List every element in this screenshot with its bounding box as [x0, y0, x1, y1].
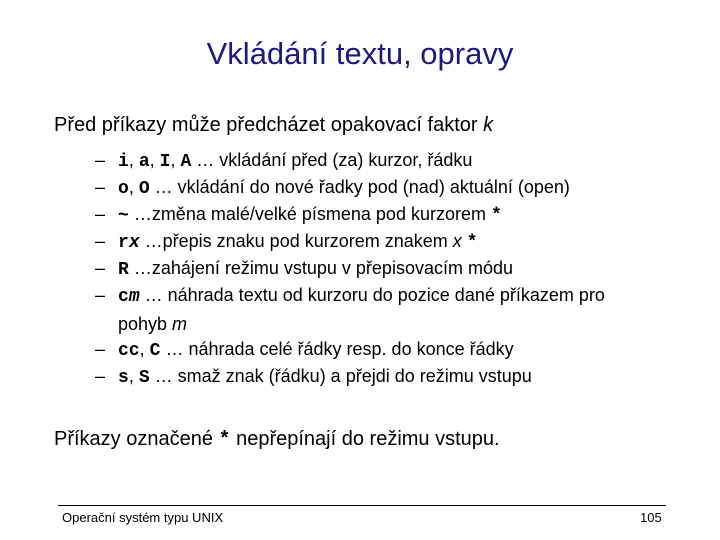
- command-description: … náhrada celé řádky resp. do konce řádky: [160, 339, 514, 359]
- command-list: [95, 147, 638, 390]
- command-code: R: [118, 260, 129, 280]
- command-code: ~: [118, 206, 129, 226]
- command-code: r: [118, 233, 129, 253]
- command-description: …přepis znaku pod kurzorem znakem: [139, 231, 453, 251]
- separator: ,: [128, 177, 139, 197]
- command-code: c: [118, 287, 129, 307]
- bullet-dash: –: [95, 204, 106, 224]
- bullet-dash: –: [95, 231, 106, 251]
- page-number: 105: [640, 510, 662, 525]
- description-variable: x: [452, 231, 462, 251]
- intro-sentence: Před příkazy může předcházet opakovací faktor: [54, 114, 484, 136]
- command-description: …zahájení režimu vstupu v přepisovacím módu: [128, 258, 513, 278]
- bullet-dash: –: [95, 339, 106, 359]
- bullet-dash: –: [95, 258, 106, 278]
- separator: ,: [139, 339, 150, 359]
- list-item-replace-char: [95, 228, 638, 255]
- separator: ,: [128, 366, 139, 386]
- bullet-dash: –: [95, 285, 106, 305]
- list-item-overwrite: [95, 255, 638, 282]
- star-marker: *: [466, 233, 478, 253]
- command-code: C: [149, 341, 161, 361]
- command-description: …změna malé/velké písmena pod kurzorem: [128, 204, 491, 224]
- bullet-dash: –: [95, 366, 106, 386]
- separator: ,: [149, 150, 160, 170]
- list-item-substitute: [95, 363, 638, 390]
- command-code: i: [118, 152, 129, 172]
- command-code: S: [138, 368, 150, 388]
- command-description: … vkládání před (za) kurzor, řádku: [191, 150, 473, 170]
- outro-pre: Příkazy označené: [54, 428, 219, 450]
- command-code: cc: [118, 341, 140, 361]
- command-description: … náhrada textu od kurzoru do pozice dané příkazem pro pohyb: [118, 285, 605, 334]
- list-item-change-line: [95, 336, 638, 363]
- bullet-dash: –: [95, 177, 106, 197]
- command-code: I: [159, 152, 171, 172]
- command-code: a: [138, 152, 150, 172]
- star-marker: *: [218, 429, 231, 452]
- command-variable: m: [128, 287, 140, 307]
- command-code: O: [138, 179, 150, 199]
- intro-variable: k: [483, 114, 494, 136]
- bullet-dash: –: [95, 150, 106, 170]
- footer-course-title: Operační systém typu UNIX: [62, 510, 224, 525]
- footer-divider: [58, 505, 666, 506]
- intro-text: [54, 114, 493, 137]
- command-code: A: [180, 152, 192, 172]
- list-item-case: [95, 201, 638, 228]
- command-code: s: [118, 368, 129, 388]
- star-marker: *: [490, 206, 502, 226]
- list-item-change: [95, 282, 638, 336]
- list-item-open: [95, 174, 638, 201]
- command-description: … smaž znak (řádku) a přejdi do režimu vstupu: [149, 366, 532, 386]
- separator: ,: [128, 150, 139, 170]
- list-item-insert: [95, 147, 638, 174]
- description-variable: m: [172, 314, 188, 334]
- separator: ,: [170, 150, 181, 170]
- command-code: o: [118, 179, 129, 199]
- command-variable: x: [128, 233, 140, 253]
- slide-title: Vkládání textu, opravy: [206, 36, 514, 71]
- outro-post: nepřepínají do režimu vstupu.: [230, 428, 500, 450]
- command-description: … vkládání do nové řadky pod (nad) aktuální (open): [149, 177, 570, 197]
- outro-text: [54, 428, 500, 452]
